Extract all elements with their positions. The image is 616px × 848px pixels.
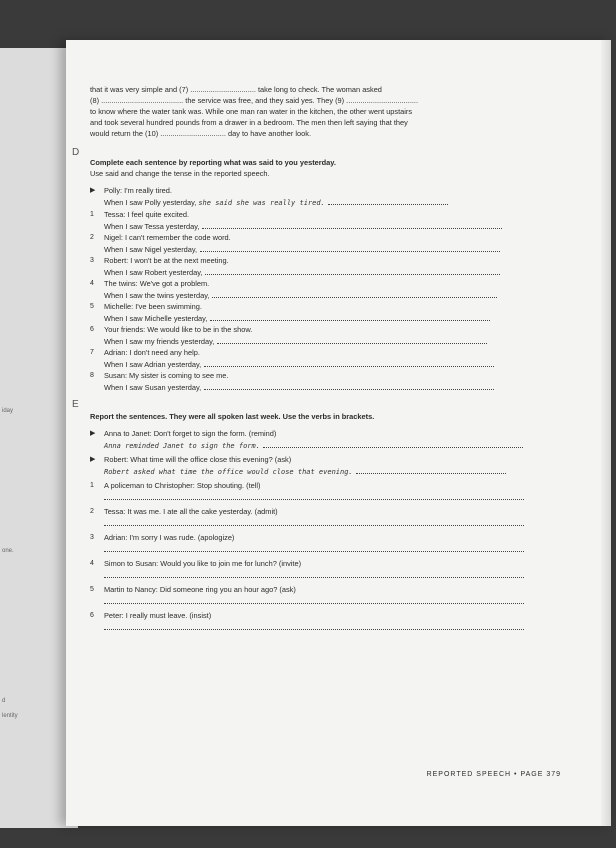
- item-number: ▶: [90, 456, 96, 463]
- exercise-item: [90, 185, 560, 209]
- item-number: ▶: [90, 430, 96, 437]
- item-number: 6: [90, 612, 94, 619]
- section-letter: E: [72, 399, 79, 410]
- exercise-item: [90, 532, 560, 555]
- item-speech: Robert: I won't be at the next meeting.: [104, 256, 229, 265]
- answer-field[interactable]: [204, 381, 494, 390]
- answer-field[interactable]: Anna reminded Janet to sign the form.: [104, 442, 260, 450]
- item-number: 4: [90, 560, 94, 567]
- item-speech: Anna to Janet: Don't forget to sign the form. (remind): [104, 429, 277, 438]
- answer-field[interactable]: [104, 491, 524, 500]
- answer-field[interactable]: [104, 621, 524, 630]
- item-prompt: When I saw the twins yesterday,: [104, 291, 210, 300]
- item-number: 1: [90, 482, 94, 489]
- footer-section-title: REPORTED SPEECH: [426, 771, 512, 778]
- item-number: 2: [90, 508, 94, 515]
- page-number: PAGE 379: [520, 771, 561, 778]
- exercise-item: [90, 278, 560, 301]
- exercise-item: [90, 480, 560, 503]
- page-footer: [427, 771, 561, 778]
- item-number: 5: [90, 303, 94, 310]
- answer-field[interactable]: Robert asked what time the office would close that evening.: [104, 468, 353, 476]
- item-speech: A policeman to Christopher: Stop shouting. (tell): [104, 481, 261, 490]
- facing-page-fragment: lentity: [2, 713, 18, 719]
- item-prompt: When I saw Nigel yesterday,: [104, 245, 198, 254]
- item-speech: Michelle: I've been swimming.: [104, 302, 202, 311]
- item-number: ▶: [90, 187, 96, 194]
- section-d: [72, 147, 560, 393]
- item-prompt: When I saw Robert yesterday,: [104, 268, 203, 277]
- page-edge-shadow: [601, 40, 611, 826]
- page-content: [72, 84, 560, 636]
- answer-field[interactable]: [217, 335, 487, 344]
- answer-field[interactable]: [212, 289, 497, 298]
- top-paragraph: [90, 84, 560, 139]
- exercise-item: [90, 370, 560, 393]
- section-instruction: Complete each sentence by reporting what was said to you yesterday.: [90, 158, 336, 167]
- item-speech: Martin to Nancy: Did someone ring you an hour ago? (ask): [104, 585, 296, 594]
- section-instruction: Use said and change the tense in the reported speech.: [90, 169, 270, 178]
- item-speech: Susan: My sister is coming to see me.: [104, 371, 229, 380]
- item-speech: Your friends: We would like to be in the show.: [104, 325, 253, 334]
- exercise-item: [90, 347, 560, 370]
- exercise-item: [90, 610, 560, 633]
- section-e: [72, 399, 560, 633]
- exercise-item: [90, 428, 560, 452]
- item-number: 5: [90, 586, 94, 593]
- item-prompt: When I saw Tessa yesterday,: [104, 222, 200, 231]
- item-speech: Polly: I'm really tired.: [104, 186, 172, 195]
- section-letter: D: [72, 147, 80, 158]
- paragraph-line: and took several hundred pounds from a drawer in a bedroom. The men then left saying that they: [90, 118, 408, 127]
- answer-line: [328, 196, 448, 205]
- answer-field[interactable]: [104, 517, 524, 526]
- item-number: 1: [90, 211, 94, 218]
- answer-field[interactable]: [104, 543, 524, 552]
- exercise-item: [90, 584, 560, 607]
- answer-line: [356, 465, 506, 474]
- item-number: 4: [90, 280, 94, 287]
- item-number: 3: [90, 534, 94, 541]
- paragraph-line: that it was very simple and (7) ................................ take long to check. The woman asked: [90, 85, 382, 94]
- exercise-item: [90, 506, 560, 529]
- exercise-item: [90, 232, 560, 255]
- item-speech: Adrian: I'm sorry I was rude. (apologize): [104, 533, 235, 542]
- exercise-item: [90, 324, 560, 347]
- exercise-item: [90, 301, 560, 324]
- item-speech: Robert: What time will the office close this evening? (ask): [104, 455, 292, 464]
- item-prompt: When I saw Michelle yesterday,: [104, 314, 208, 323]
- answer-line: [263, 439, 523, 448]
- item-number: 6: [90, 326, 94, 333]
- section-instruction: Report the sentences. They were all spoken last week. Use the verbs in brackets.: [90, 412, 375, 421]
- item-speech: Simon to Susan: Would you like to join me for lunch? (invite): [104, 559, 302, 568]
- item-speech: Nigel: I can't remember the code word.: [104, 233, 231, 242]
- item-prompt: When I saw Susan yesterday,: [104, 383, 202, 392]
- paragraph-line: to know where the water tank was. While one man ran water in the kitchen, the other went upstairs: [90, 107, 413, 116]
- facing-page-fragment: iday: [2, 408, 14, 414]
- facing-page-fragment: d: [2, 698, 6, 704]
- exercise-item: [90, 558, 560, 581]
- paragraph-line: would return the (10) ................................ day to have another look.: [90, 129, 312, 138]
- item-number: 2: [90, 234, 94, 241]
- exercise-item: [90, 454, 560, 478]
- footer-bullet: •: [514, 771, 518, 778]
- answer-field[interactable]: [104, 595, 524, 604]
- answer-field[interactable]: she said she was really tired.: [198, 199, 325, 207]
- answer-field[interactable]: [205, 266, 500, 275]
- item-number: 3: [90, 257, 94, 264]
- facing-page-fragment: one.: [2, 548, 14, 554]
- item-speech: Tessa: I feel quite excited.: [104, 210, 190, 219]
- item-number: 7: [90, 349, 94, 356]
- answer-field[interactable]: [204, 358, 494, 367]
- answer-field[interactable]: [104, 569, 524, 578]
- workbook-page: [66, 40, 611, 826]
- answer-field[interactable]: [202, 220, 502, 229]
- item-prompt: When I saw Adrian yesterday,: [104, 360, 202, 369]
- item-speech: The twins: We've got a problem.: [104, 279, 210, 288]
- item-prompt: When I saw Polly yesterday,: [104, 198, 197, 207]
- exercise-item: [90, 255, 560, 278]
- paragraph-line: (8) ........................................ the service was free, and they said yes. They (9) ...................................: [90, 96, 419, 105]
- item-speech: Adrian: I don't need any help.: [104, 348, 200, 357]
- item-speech: Tessa: It was me. I ate all the cake yesterday. (admit): [104, 507, 278, 516]
- item-prompt: When I saw my friends yesterday,: [104, 337, 215, 346]
- answer-field[interactable]: [200, 243, 500, 252]
- exercise-item: [90, 209, 560, 232]
- answer-field[interactable]: [210, 312, 490, 321]
- item-number: 8: [90, 372, 94, 379]
- item-speech: Peter: I really must leave. (insist): [104, 611, 212, 620]
